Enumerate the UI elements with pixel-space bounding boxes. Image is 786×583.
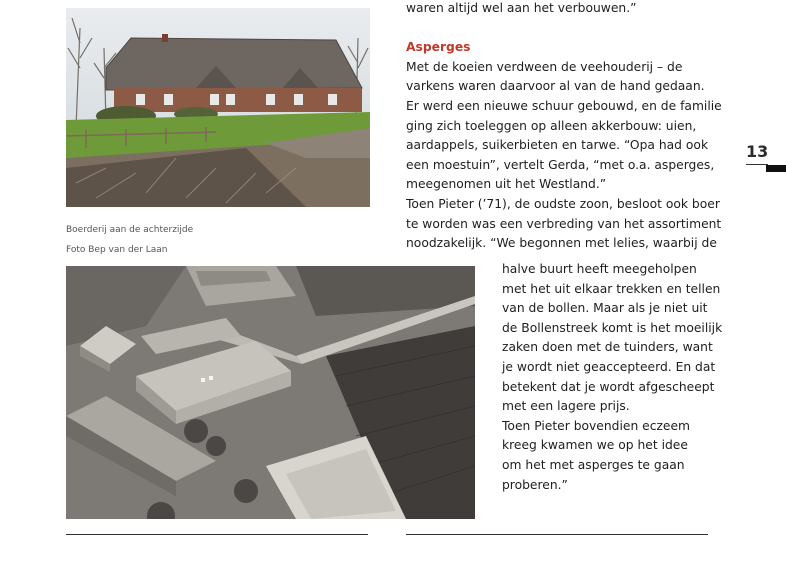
- article-line: om het met asperges te gaan: [502, 457, 685, 472]
- photo-caption-credit: Foto Bep van der Laan: [66, 245, 168, 255]
- footer-rule-left: [66, 534, 368, 535]
- article-column: [406, 0, 722, 254]
- article-line: noodzakelijk. “We begonnen met lelies, waarbij de: [406, 236, 717, 251]
- farmhouse-illustration: [66, 8, 370, 207]
- aerial-photo: [66, 266, 475, 519]
- article-line: waren altijd wel aan het verbouwen.”: [406, 1, 637, 15]
- article-line: aardappels, suikerbieten en tarwe. “Opa had ook: [406, 138, 709, 153]
- footer-rule-right: [406, 534, 708, 535]
- article-line: te worden was een verbreding van het assortiment: [406, 216, 722, 231]
- article-line: van de bollen. Maar als je niet uit: [502, 301, 708, 316]
- article-line: kreeg kwamen we op het idee: [502, 438, 688, 453]
- article-line: Toen Pieter bovendien eczeem: [502, 418, 691, 433]
- article-line: Er werd een nieuwe schuur gebouwd, en de familie: [406, 98, 722, 113]
- article-line: varkens waren daarvoor al van de hand gedaan.: [406, 79, 705, 94]
- page-number-rule: [746, 164, 768, 165]
- article-column-indented: [502, 260, 722, 495]
- article-line: betekent dat je wordt afgescheept: [502, 379, 715, 394]
- article-line: Toen Pieter (’71), de oudste zoon, besloot ook boer: [406, 196, 720, 211]
- section-heading: Asperges: [406, 40, 471, 55]
- page-number-marker: [766, 165, 786, 172]
- article-line: de Bollenstreek komt is het moeilijk: [502, 320, 723, 335]
- page-number: 13: [746, 142, 769, 161]
- photo-caption-title: Boerderij aan de achterzijde: [66, 225, 194, 235]
- article-line: een moestuin”, vertelt Gerda, “met o.a. asperges,: [406, 157, 715, 172]
- article-line: met het uit elkaar trekken en tellen: [502, 281, 721, 296]
- aerial-illustration: [66, 266, 475, 519]
- article-line: halve buurt heeft meegeholpen: [502, 262, 697, 276]
- farmhouse-photo: [66, 8, 370, 207]
- article-line: ging zich toeleggen op alleen akkerbouw: uien,: [406, 118, 697, 133]
- article-line: zaken doen met de tuinders, want: [502, 340, 713, 355]
- article-line: meegenomen uit het Westland.”: [406, 177, 607, 192]
- article-line: Met de koeien verdween de veehouderij – de: [406, 59, 683, 74]
- article-line: met een lagere prijs.: [502, 399, 630, 414]
- article-line: je wordt niet geaccepteerd. En dat: [502, 359, 716, 374]
- article-line: proberen.”: [502, 477, 568, 492]
